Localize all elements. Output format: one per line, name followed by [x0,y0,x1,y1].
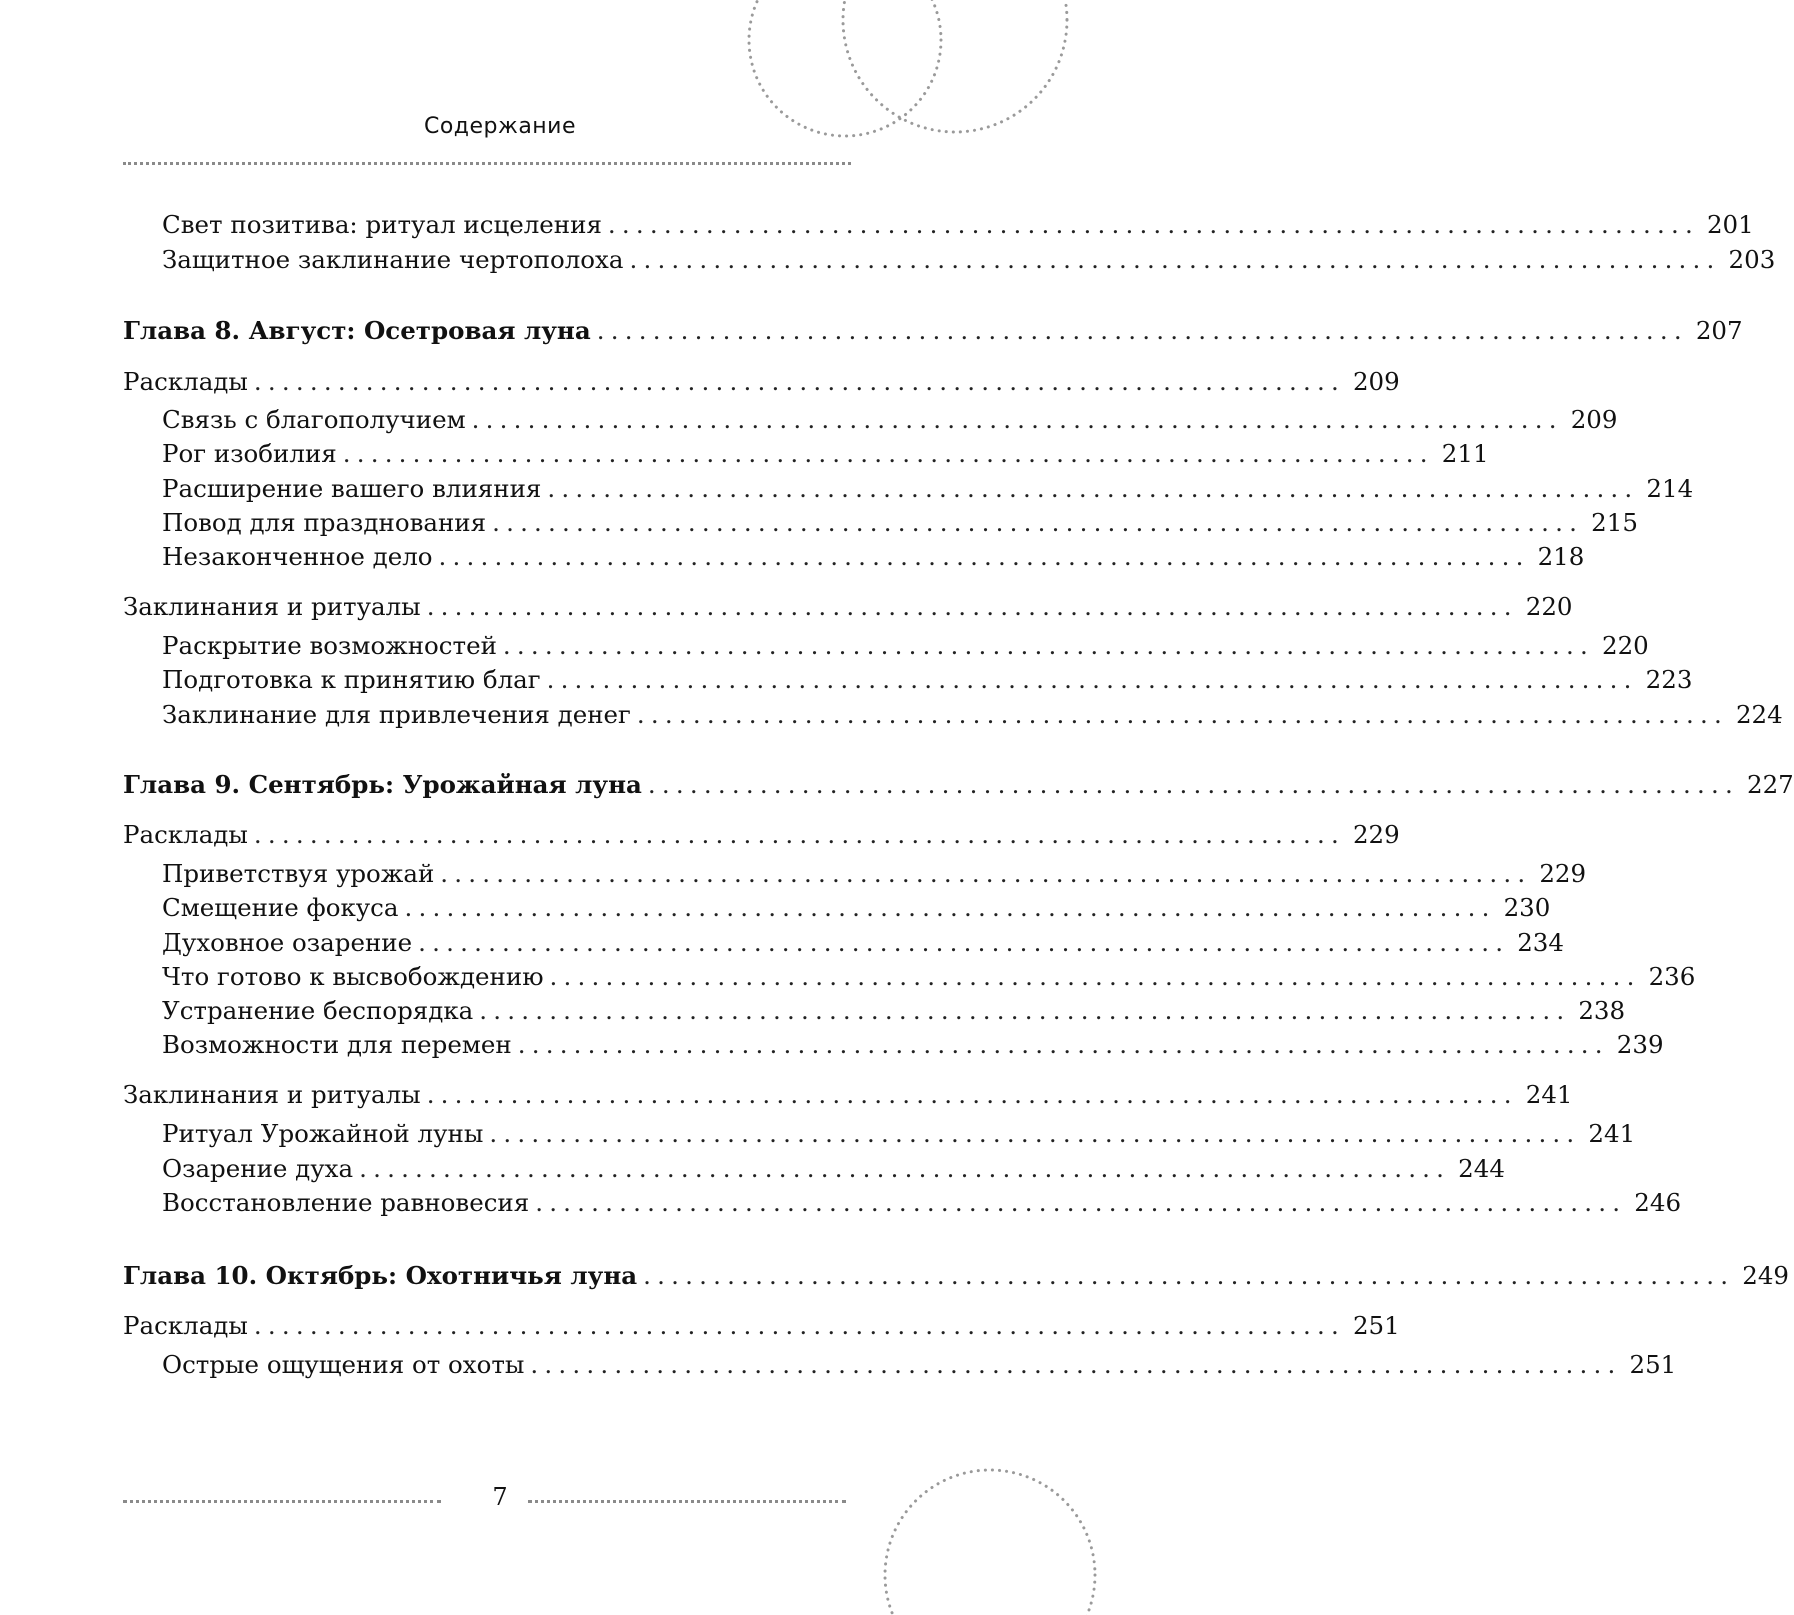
toc-entry-page: 241 [1525,1080,1573,1109]
toc-entry[interactable] [162,1030,1664,1060]
toc-entry-page: 249 [1742,1261,1789,1290]
footer-divider-right [528,1500,846,1503]
toc-entry[interactable] [162,474,1694,504]
toc-entry-title: Духовное озарение [162,928,413,957]
toc-entry-title: Озарение духа [162,1154,354,1183]
toc-entry-title: Смещение фокуса [162,893,399,922]
toc-section-entry[interactable] [123,1080,1573,1110]
dot-leader: .............................................................................. [489,1119,1581,1148]
toc-entry-page: 229 [1352,820,1400,849]
toc-entry-page: 220 [1525,592,1573,621]
dot-leader: .............................................................................. [253,1311,1345,1340]
dot-leader: .............................................................................. [438,542,1530,571]
dot-leader: .............................................................................. [607,210,1699,239]
toc-entry-page: 238 [1578,996,1626,1025]
toc-entry-title: Ритуал Урожайной луны [162,1119,484,1148]
dot-leader: .............................................................................. [342,439,1434,468]
toc-entry-title: Острые ощущения от охоты [162,1350,525,1379]
toc-entry[interactable] [162,859,1587,889]
toc-entry-title: Заклинание для привлечения денег [162,700,631,729]
toc-entry-title: Возможности для перемен [162,1030,512,1059]
toc-entry-page: 201 [1706,210,1754,239]
toc-entry-title: Раскрытие возможностей [162,631,497,660]
toc-entry-title: Заклинания и ритуалы [123,592,421,621]
toc-entry-page: 230 [1503,893,1551,922]
toc-entry-page: 209 [1570,405,1618,434]
toc-entry-page: 234 [1517,928,1564,957]
page-title: Содержание [423,114,577,139]
toc-entry-title: Приветствуя урожай [162,859,435,888]
toc-entry-page: 239 [1616,1030,1664,1059]
dot-leader: .............................................................................. [629,245,1721,274]
toc-entry-page: 244 [1458,1154,1505,1183]
dot-leader: .............................................................................. [492,508,1584,537]
toc-entry-title: Незаконченное дело [162,542,433,571]
toc-entry-title: Подготовка к принятию благ [162,665,541,694]
toc-entry[interactable] [162,1119,1636,1149]
deco-circle-top-right [843,0,1067,132]
dot-leader: .............................................................................. [549,962,1641,991]
toc-entry-title: Заклинания и ритуалы [123,1080,421,1109]
toc-entry[interactable] [162,962,1696,992]
toc-section-entry[interactable] [123,592,1573,622]
dot-leader: .............................................................................. [359,1154,1451,1183]
dot-leader: .............................................................................. [517,1030,1609,1059]
toc-entry-page: 227 [1746,770,1794,799]
dot-leader: .............................................................................. [530,1350,1622,1379]
toc-entry[interactable] [162,245,1776,275]
dot-leader: .............................................................................. [404,893,1496,922]
dot-leader: .............................................................................. [418,928,1510,957]
dot-leader: .............................................................................. [647,770,1739,799]
toc-entry-title: Рог изобилия [162,439,337,468]
toc-entry-title: Что готово к высвобождению [162,962,544,991]
toc-entry-page: 209 [1352,367,1400,396]
toc-entry-page: 251 [1629,1350,1677,1379]
page-number: 7 [492,1483,508,1511]
toc-entry-title: Глава 10. Октябрь: Охотничья луна [123,1261,638,1290]
toc-entry-title: Восстановление равновесия [162,1188,530,1217]
header-divider [123,162,851,165]
toc-entry-title: Глава 8. Август: Осетровая луна [123,316,591,345]
toc-entry[interactable] [162,996,1626,1026]
toc-entry-page: 218 [1537,542,1585,571]
toc-chapter-entry[interactable] [123,770,1794,800]
toc-section-entry[interactable] [123,820,1400,850]
toc-entry-title: Связь с благополучием [162,405,466,434]
toc-entry[interactable] [162,665,1693,695]
toc-section-entry[interactable] [123,1311,1400,1341]
toc-entry[interactable] [162,439,1489,469]
toc-entry-page: 246 [1634,1188,1682,1217]
toc-entry-page: 224 [1735,700,1783,729]
dot-leader: .............................................................................. [253,367,1345,396]
toc-entry[interactable] [162,928,1564,958]
toc-entry-page: 215 [1591,508,1638,537]
dot-leader: .............................................................................. [596,316,1688,345]
toc-entry-title: Расклады [123,1311,248,1340]
toc-entry-page: 211 [1441,439,1489,468]
toc-entry-title: Глава 9. Сентябрь: Урожайная луна [123,770,642,799]
toc-chapter-entry[interactable] [123,1261,1789,1291]
toc-entry-title: Устранение беспорядка [162,996,474,1025]
dot-leader: .............................................................................. [471,405,1563,434]
dot-leader: .............................................................................. [426,1080,1518,1109]
toc-entry[interactable] [162,210,1754,240]
toc-entry[interactable] [162,542,1585,572]
toc-entry[interactable] [162,700,1783,730]
dot-leader: .............................................................................. [643,1261,1735,1290]
toc-entry-page: 241 [1588,1119,1636,1148]
dot-leader: .............................................................................. [479,996,1571,1025]
toc-entry[interactable] [162,1154,1505,1184]
toc-entry-title: Расклады [123,367,248,396]
toc-entry-page: 207 [1695,316,1743,345]
toc-chapter-entry[interactable] [123,316,1743,346]
toc-entry-page: 229 [1539,859,1587,888]
toc-entry-title: Расклады [123,820,248,849]
toc-entry[interactable] [162,893,1551,923]
toc-section-entry[interactable] [123,367,1400,397]
toc-entry[interactable] [162,508,1638,538]
toc-entry[interactable] [162,631,1649,661]
toc-entry-page: 214 [1646,474,1694,503]
dot-leader: .............................................................................. [502,631,1594,660]
dot-leader: .............................................................................. [636,700,1728,729]
dot-leader: .............................................................................. [253,820,1345,849]
toc-entry-title: Защитное заклинание чертополоха [162,245,624,274]
toc-entry-page: 251 [1352,1311,1400,1340]
toc-entry-page: 220 [1601,631,1649,660]
toc-entry-page: 203 [1728,245,1776,274]
toc-entry[interactable] [162,405,1618,435]
toc-entry-title: Расширение вашего влияния [162,474,542,503]
toc-entry-title: Повод для празднования [162,508,487,537]
dot-leader: .............................................................................. [546,665,1638,694]
dot-leader: .............................................................................. [426,592,1518,621]
toc-entry-page: 236 [1648,962,1696,991]
toc-entry-page: 223 [1645,665,1693,694]
dot-leader: .............................................................................. [440,859,1532,888]
toc-entry[interactable] [162,1350,1677,1380]
dot-leader: .............................................................................. [547,474,1639,503]
toc-entry-title: Свет позитива: ритуал исцеления [162,210,602,239]
dot-leader: .............................................................................. [535,1188,1627,1217]
toc-entry[interactable] [162,1188,1682,1218]
